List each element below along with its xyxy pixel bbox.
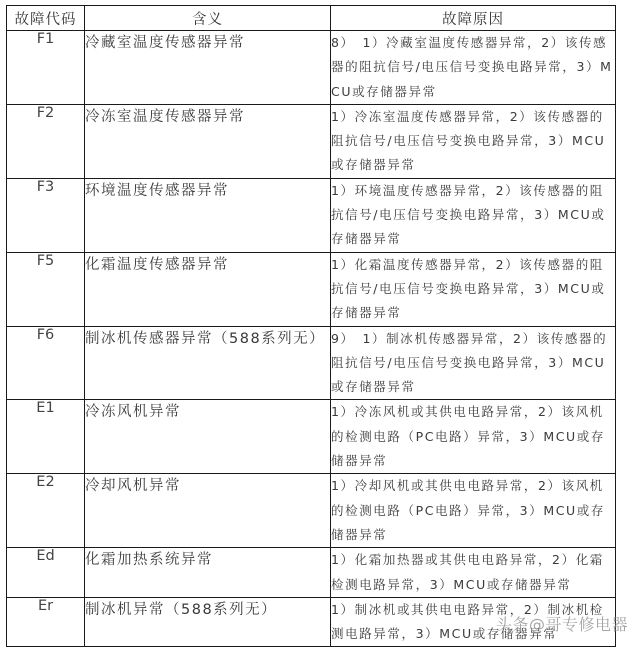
fault-code-cell: F1 — [7, 31, 85, 105]
meaning-cell: 制冰机传感器异常（588系列无） — [85, 326, 331, 400]
meaning-cell: 制冰机异常（588系列无） — [85, 597, 331, 647]
table-row — [7, 474, 616, 548]
fault-code-cell: Er — [7, 597, 85, 647]
cause-cell: 1）冷却风机或其供电电路异常，2）该风机的检测电路（PC电路）异常，3）MCU或存储器异常 — [331, 474, 616, 548]
cause-cell: 1）化霜温度传感器异常，2）该传感器的阻抗信号/电压信号变换电路异常，3）MCU或存储器异常 — [331, 252, 616, 326]
meaning-cell: 冷冻室温度传感器异常 — [85, 104, 331, 178]
fault-code-table — [6, 5, 616, 647]
table-row — [7, 597, 616, 647]
fault-code-cell: E2 — [7, 474, 85, 548]
table-row — [7, 31, 616, 105]
fault-code-cell: Ed — [7, 548, 85, 598]
meaning-cell: 冷冻风机异常 — [85, 400, 331, 474]
cause-cell: 1）冷冻风机或其供电电路异常，2）该风机的检测电路（PC电路）异常，3）MCU或存储器异常 — [331, 400, 616, 474]
cause-cell: 9） 1）制冰机传感器异常，2）该传感器的阻抗信号/电压信号变换电路异常，3）MCU或存储器异常 — [331, 326, 616, 400]
meaning-cell: 冷却风机异常 — [85, 474, 331, 548]
table-header-row — [7, 6, 616, 31]
table-row — [7, 178, 616, 252]
header-fault-cause: 故障原因 — [331, 6, 616, 31]
cause-cell: 1）环境温度传感器异常，2）该传感器的阻抗信号/电压信号变换电路异常，3）MCU或存储器异常 — [331, 178, 616, 252]
fault-code-cell: F2 — [7, 104, 85, 178]
table-row — [7, 548, 616, 598]
cause-cell: 1）制冰机或其供电电路异常，2）制冰机检测电路异常，3）MCU或存储器异常 — [331, 597, 616, 647]
watermark: 头条@哥专修电器 — [496, 615, 629, 634]
fault-code-cell: F6 — [7, 326, 85, 400]
cause-cell: 8） 1）冷藏室温度传感器异常，2）该传感器的阻抗信号/电压信号变换电路异常，3）MCU或存储器异常 — [331, 31, 616, 105]
header-fault-code: 故障代码 — [7, 6, 85, 31]
fault-code-cell: F3 — [7, 178, 85, 252]
meaning-cell: 冷藏室温度传感器异常 — [85, 31, 331, 105]
table-row — [7, 326, 616, 400]
cause-cell: 1）化霜加热器或其供电电路异常，2）化霜检测电路异常，3）MCU或存储器异常 — [331, 548, 616, 598]
table-row — [7, 252, 616, 326]
fault-code-cell: E1 — [7, 400, 85, 474]
meaning-cell: 环境温度传感器异常 — [85, 178, 331, 252]
header-meaning: 含义 — [85, 6, 331, 31]
meaning-cell: 化霜温度传感器异常 — [85, 252, 331, 326]
fault-code-cell: F5 — [7, 252, 85, 326]
table-row — [7, 400, 616, 474]
meaning-cell: 化霜加热系统异常 — [85, 548, 331, 598]
cause-cell: 1）冷冻室温度传感器异常，2）该传感器的阻抗信号/电压信号变换电路异常，3）MCU或存储器异常 — [331, 104, 616, 178]
table-row — [7, 104, 616, 178]
